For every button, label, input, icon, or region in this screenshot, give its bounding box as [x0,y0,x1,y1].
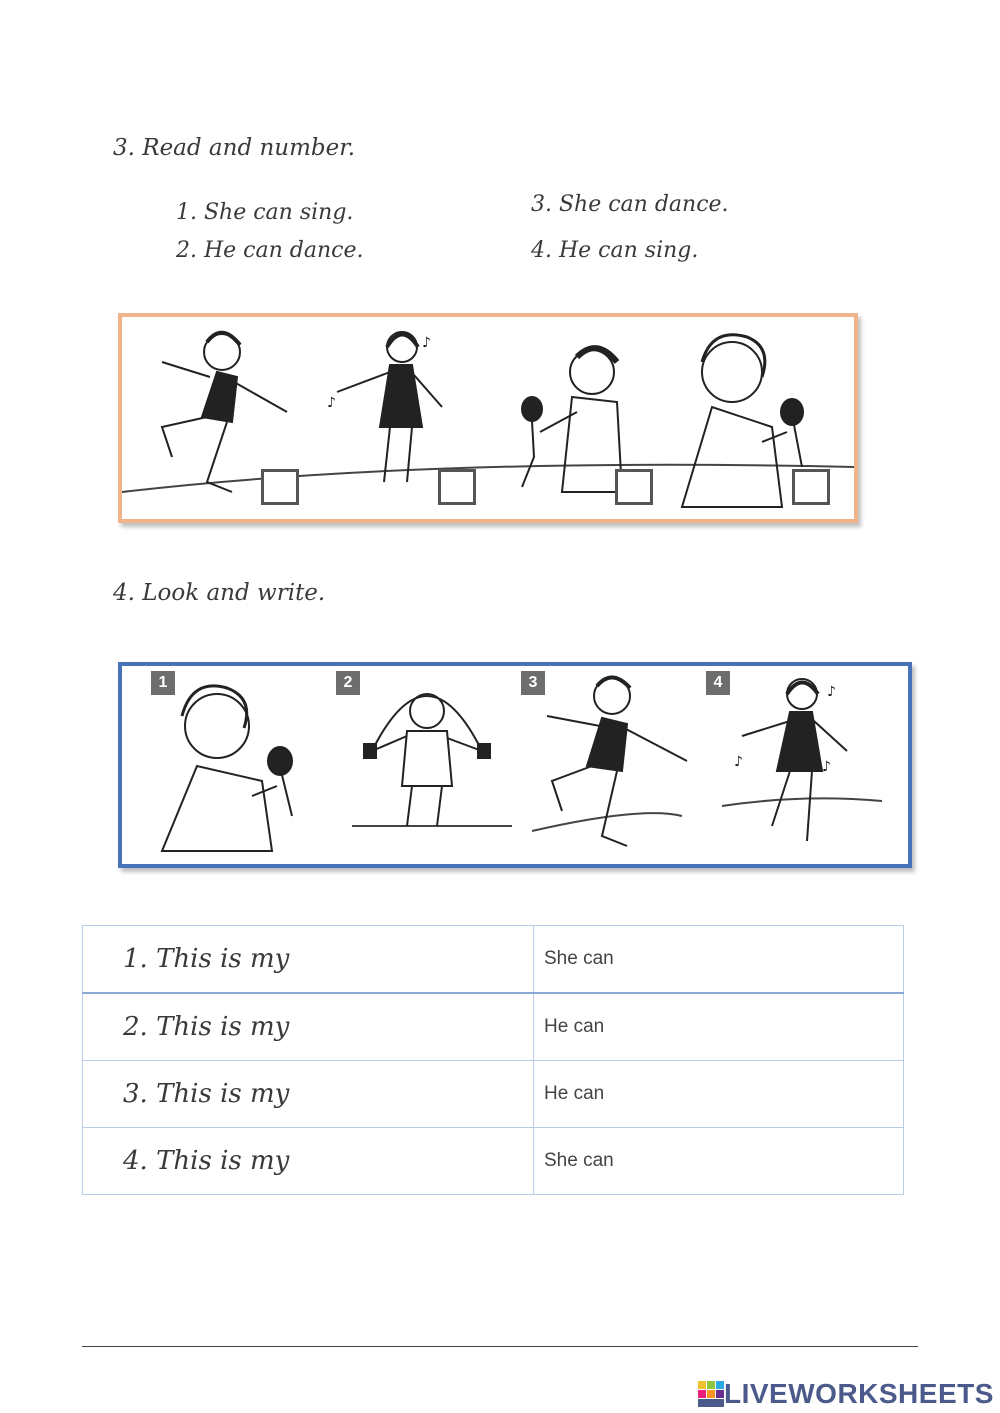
section4-heading: 4. Look and write. [113,580,326,606]
prompt-cell: 1. This is my [83,926,534,994]
picture-number-badge: 4 [706,671,730,695]
dancing-boy-illustration [547,677,687,846]
section3-illustrations [122,317,854,519]
prompt-cell: 3. This is my [83,1061,534,1128]
section4-illustrations [122,666,908,864]
section4-picture-frame [118,662,912,868]
logo-text: LIVEWORKSHEETS [724,1378,994,1409]
picture-number-badge: 2 [336,671,360,695]
dancing-girl-illustration [734,679,847,841]
svg-text:♪: ♪ [327,395,336,411]
section3-heading: 3. Read and number. [113,135,356,161]
singing-boy-illustration [522,348,622,492]
answer-box-4[interactable] [792,469,830,505]
answer-box-3[interactable] [615,469,653,505]
jumping-rope-man-illustration [364,694,490,826]
writing-table [82,925,904,1195]
footer-divider [82,1346,918,1347]
svg-text:♪: ♪ [827,684,836,700]
sentence-3: 3. She can dance. [531,192,729,217]
picture-number-badge: 3 [521,671,545,695]
table-row [83,1128,904,1195]
section3-picture-frame [118,313,858,523]
logo-icon [698,1381,724,1407]
dancing-girl-illustration [327,332,442,482]
sentence-1: 1. She can sing. [176,200,354,225]
answer-box-1[interactable] [261,469,299,505]
sentence-2: 2. He can dance. [176,238,364,263]
svg-text:♪: ♪ [822,759,831,775]
prompt-cell: 4. This is my [83,1128,534,1195]
prompt-cell: 2. This is my [83,993,534,1061]
answer-cell[interactable]: She can [534,1128,904,1195]
answer-cell[interactable]: He can [534,993,904,1061]
answer-cell[interactable]: He can [534,1061,904,1128]
singing-woman-illustration [162,686,292,851]
liveworksheets-logo [698,1377,994,1411]
sentence-4: 4. He can sing. [531,238,699,263]
answer-cell[interactable]: She can [534,926,904,994]
singing-woman-illustration [682,335,803,507]
svg-text:♪: ♪ [422,335,431,351]
answer-box-2[interactable] [438,469,476,505]
table-row [83,993,904,1061]
picture-number-badge: 1 [151,671,175,695]
table-row [83,1061,904,1128]
svg-text:♪: ♪ [734,754,743,770]
table-row [83,926,904,994]
